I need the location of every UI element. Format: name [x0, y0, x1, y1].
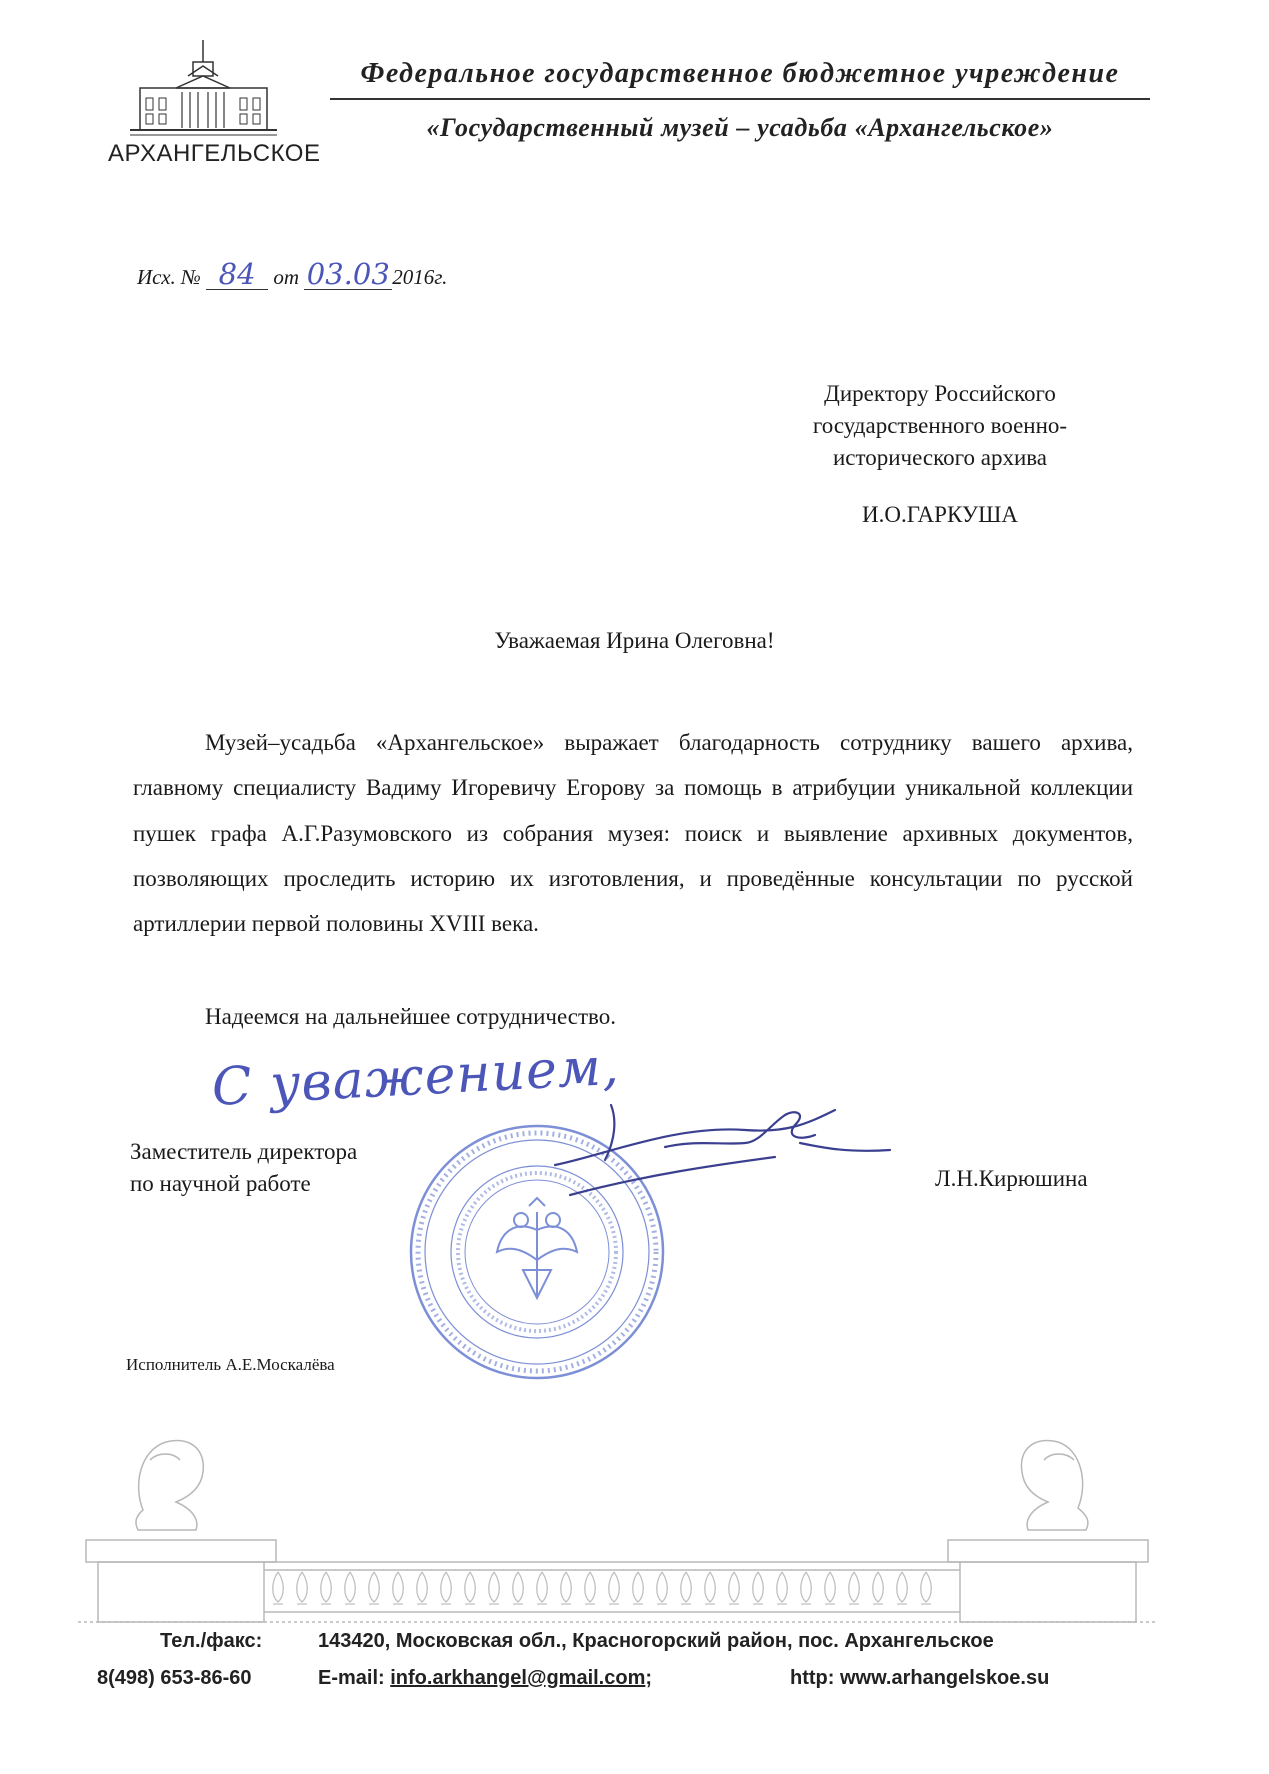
addressee-name: И.О.ГАРКУША — [862, 502, 1018, 527]
email-separator: ; — [645, 1667, 653, 1689]
baluster — [849, 1572, 860, 1604]
baluster — [513, 1572, 524, 1604]
baluster — [489, 1572, 500, 1604]
addressee-block — [760, 378, 1120, 474]
baluster — [753, 1572, 764, 1604]
org-name-line1: Федеральное государственное бюджетное учреждение — [360, 58, 1120, 89]
double-headed-eagle-icon — [497, 1198, 577, 1298]
baluster — [705, 1572, 716, 1604]
baluster — [681, 1572, 692, 1604]
salutation: Уважаемая Ирина Олеговна! — [494, 628, 775, 653]
baluster — [657, 1572, 668, 1604]
phone-number: 8(498) 653-86-60 — [97, 1667, 252, 1689]
addressee-line3: исторического архива — [832, 445, 1048, 470]
museum-logo — [108, 40, 321, 175]
logo-text: АРХАНГЕЛЬСКОЕ — [108, 140, 321, 167]
outgoing-from-label: от — [273, 265, 300, 289]
website-link[interactable]: http: www.arhangelskoe.su — [790, 1667, 1050, 1689]
baluster — [585, 1572, 596, 1604]
outgoing-number-line — [137, 257, 448, 291]
baluster — [369, 1572, 380, 1604]
baluster — [801, 1572, 812, 1604]
baluster — [561, 1572, 572, 1604]
outgoing-number-field — [206, 257, 268, 291]
signatory-title-line1: Заместитель директора — [130, 1139, 358, 1164]
baluster — [897, 1572, 908, 1604]
signatory-name: Л.Н.Кирюшина — [935, 1166, 1088, 1191]
header-divider — [330, 98, 1150, 100]
baluster — [777, 1572, 788, 1604]
signatory-title — [130, 1136, 357, 1200]
baluster — [417, 1572, 428, 1604]
baluster — [921, 1572, 932, 1604]
baluster — [297, 1572, 308, 1604]
signature-scribble — [545, 1085, 905, 1210]
baluster — [537, 1572, 548, 1604]
baluster — [465, 1572, 476, 1604]
executor-note: Исполнитель А.Е.Москалёва — [126, 1355, 335, 1374]
outgoing-number: 84 — [218, 257, 256, 291]
tel-fax-label: Тел./факс: — [160, 1630, 263, 1652]
baluster — [321, 1572, 332, 1604]
baluster — [873, 1572, 884, 1604]
email-label: E-mail: — [318, 1667, 385, 1689]
baluster — [345, 1572, 356, 1604]
outgoing-date-field — [304, 257, 392, 291]
postal-address: 143420, Московская обл., Красногорский район, пос. Архангельское — [318, 1630, 994, 1652]
addressee-line2: государственного военно- — [812, 413, 1068, 438]
baluster — [393, 1572, 404, 1604]
outgoing-date: 03.03 — [306, 257, 390, 291]
letter-paragraph-1: Музей–усадьба «Архангельское» выражает благодарность сотруднику вашего архива, главному специалисту Вадиму Игоревичу Егорову за помощь в атрибуции уникальной коллекции пушек графа А.Г.Разумовского из собрания музея: поиск и выявление архивных документов, позволяющих проследить историю их изготовления, и проведённые консультации по русской артиллерии первой половины XVIII века. — [133, 730, 1133, 937]
baluster — [441, 1572, 452, 1604]
email-block — [318, 1667, 652, 1690]
letter-paragraph-2: Надеемся на дальнейшее сотрудничество. — [205, 1004, 616, 1029]
baluster — [729, 1572, 740, 1604]
baluster — [273, 1572, 284, 1604]
addressee-line1: Директору Российского — [824, 381, 1056, 406]
baluster — [609, 1572, 620, 1604]
handwritten-closing: С уважением, — [210, 1036, 621, 1118]
manor-house-icon — [126, 40, 281, 140]
email-link[interactable]: info.arkhangel@gmail.com — [390, 1667, 646, 1689]
baluster — [633, 1572, 644, 1604]
outgoing-year: 2016г. — [392, 265, 448, 289]
outgoing-no-label: Исх. № — [137, 265, 201, 289]
org-name-line2: «Государственный музей – усадьба «Архангельское» — [426, 113, 1054, 142]
balustrade-illustration — [78, 1390, 1158, 1630]
signatory-title-line2: по научной работе — [130, 1171, 311, 1196]
baluster — [825, 1572, 836, 1604]
